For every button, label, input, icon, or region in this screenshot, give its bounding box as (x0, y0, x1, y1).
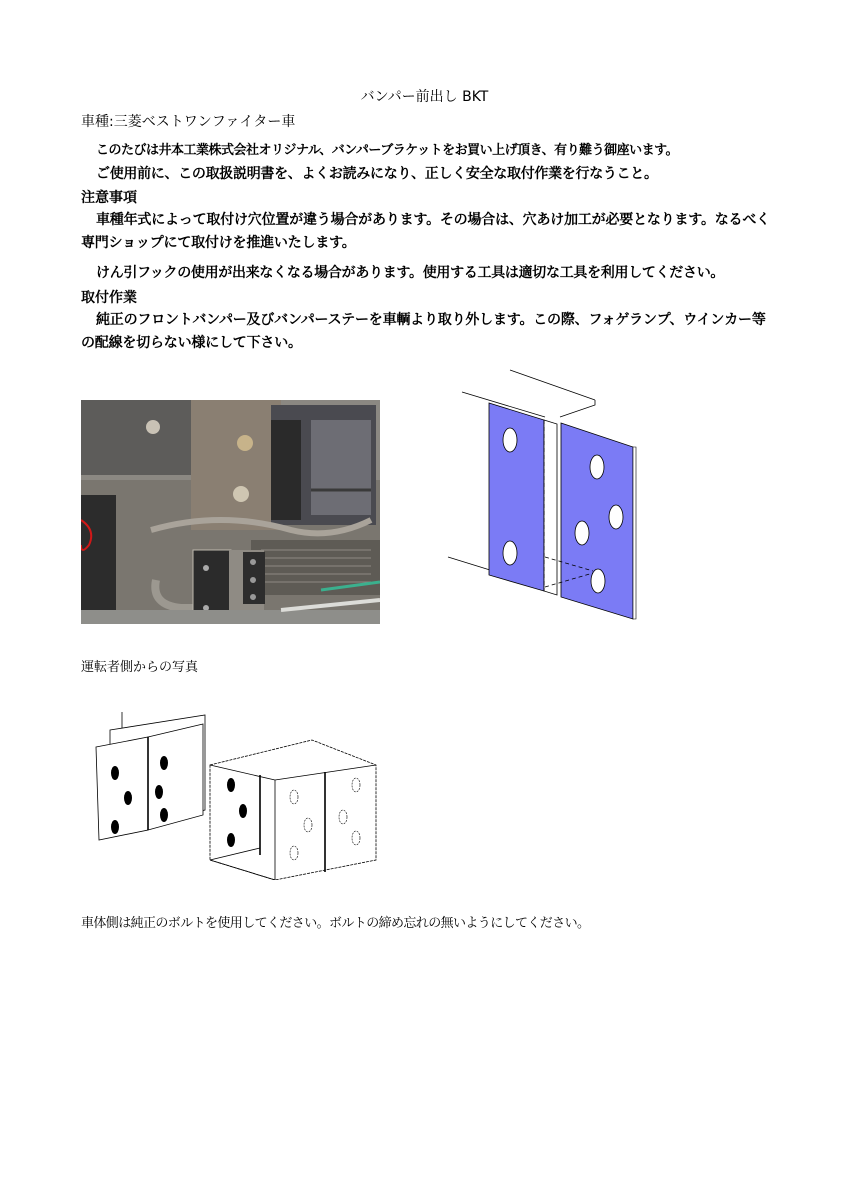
intro-line-1: このたびは井本工業株式会社オリジナル、バンパーブラケットをお買い上げ頂き、有り難う御座います。 (96, 143, 679, 158)
bw-bracket-diagram (88, 710, 388, 880)
vehicle-photo (81, 400, 380, 624)
footer-note: 車体側は純正のボルトを使用してください。ボルトの締め忘れの無いようにしてください。 (81, 916, 590, 931)
section-heading-caution: 注意事項 (81, 190, 137, 206)
blue-bracket-diagram (440, 365, 650, 635)
caution-paragraph-2: けん引フックの使用が出来なくなる場合があります。使用する工具は適切な工具を利用してください。 (96, 265, 725, 281)
document-title: バンパー前出し BKT (360, 89, 489, 105)
vehicle-line: 車種:三菱ベストワンファイター車 (81, 114, 296, 130)
section-heading-installation: 取付作業 (81, 290, 137, 306)
photo-caption: 運転者側からの写真 (81, 660, 199, 675)
installation-paragraph-1: 純正のフロントバンパー及びバンパーステーを車輌より取り外します。この際、フォゲランプ、ウインカー等の配線を切らない様にして下さい。 (81, 312, 766, 351)
intro-line-2: ご使用前に、この取扱説明書を、よくお読みになり、正しく安全な取付作業を行なうこと。 (96, 166, 658, 182)
caution-paragraph-1: 車種年式によって取付け穴位置が違う場合があります。その場合は、穴あけ加工が必要となります。なるべく専門ショップにて取付けを推進いたします。 (81, 212, 770, 251)
